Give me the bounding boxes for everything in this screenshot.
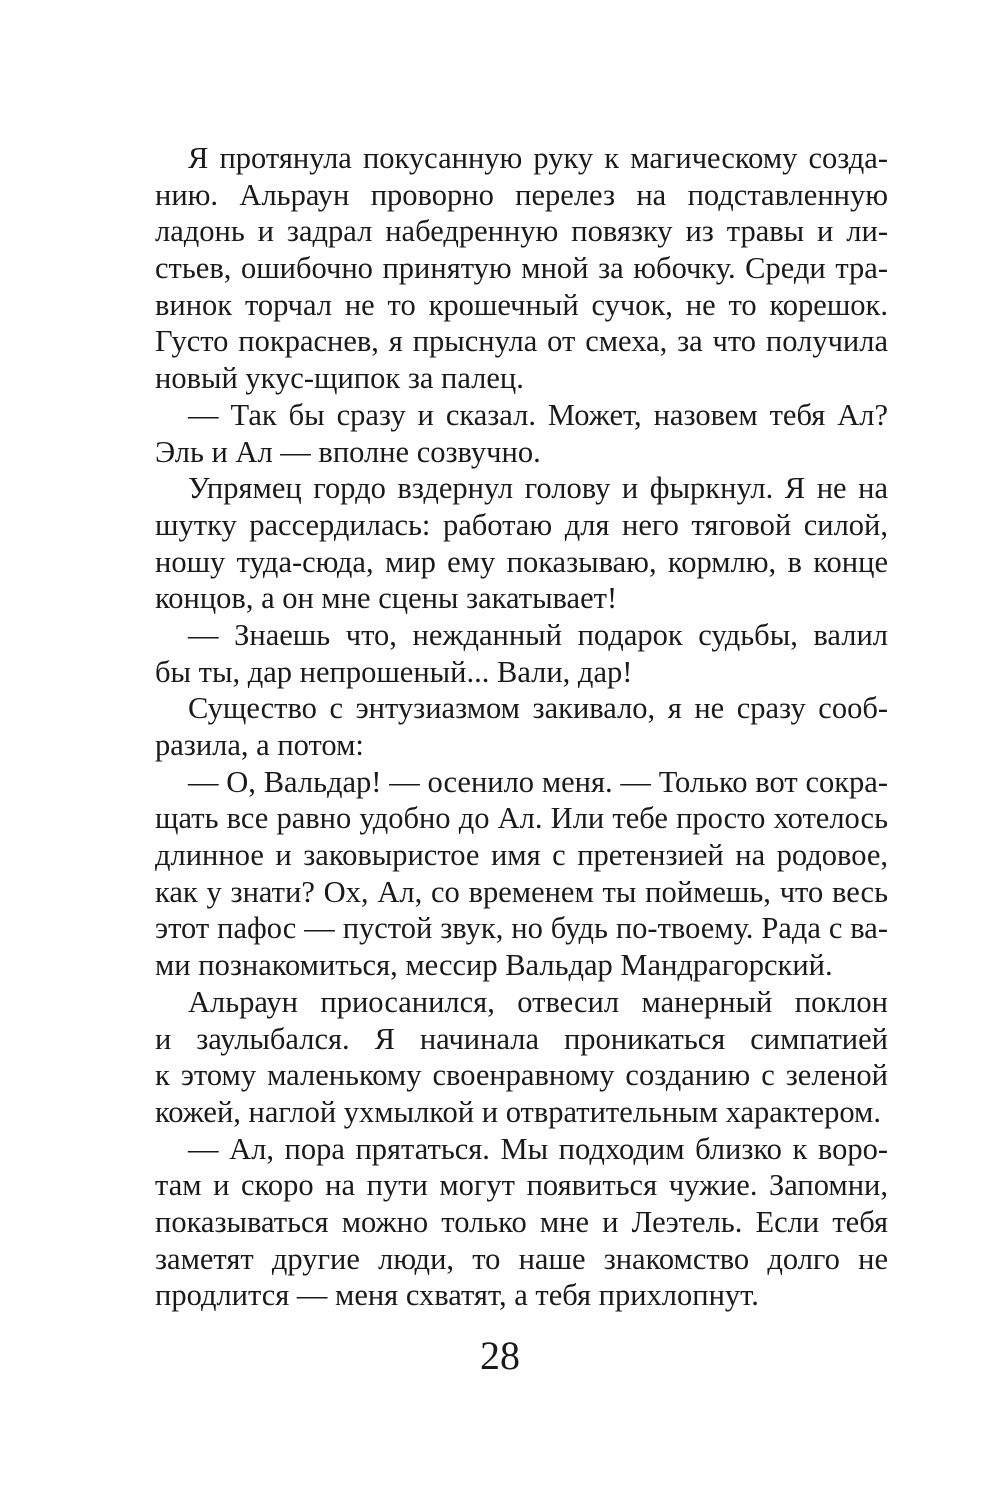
text-line: там и скоро на пути могут появиться чужие. Запомни, [155, 1168, 888, 1203]
text-line: как у знати? Ох, Ал, со временем ты поймешь, что весь [155, 874, 888, 909]
text-line: новый укус-щипок за палец. [155, 361, 524, 396]
text-line: концов, а он мне сцены закатывает! [155, 581, 618, 616]
text-line: винок торчал не то крошечный сучок, не то корешок. [155, 287, 888, 322]
text-line: стьев, ошибочно принятую мной за юбочку. Среди тра- [155, 251, 888, 286]
text-line: продлится — меня схватят, а тебя прихлопнут. [155, 1278, 759, 1313]
text-line: ладонь и задрал набедренную повязку из травы и ли- [155, 214, 888, 249]
text-line: ми познакомиться, мессир Вальдар Мандрагорский. [155, 948, 833, 983]
text-line: показываться можно только мне и Леэтель. Если тебя [155, 1204, 888, 1239]
text-line: Густо покраснев, я прыснула от смеха, за что получила [155, 324, 888, 359]
text-line: кожей, наглой ухмылкой и отвратительным характером. [155, 1094, 881, 1129]
text-line: шутку рассердилась: работаю для него тяговой силой, [155, 507, 888, 542]
text-line: нию. Альраун проворно перелез на подставленную [155, 177, 888, 212]
text-line: заметят другие люди, то наше знакомство долго не [155, 1241, 888, 1276]
text-line: и заулыбался. Я начинала проникаться симпатией [155, 1021, 888, 1056]
text-line: разила, а потом: [155, 728, 364, 762]
text-line: Упрямец гордо вздернул голову и фыркнул. Я не на [188, 471, 888, 506]
text-line: ношу туда-сюда, мир ему показываю, кормлю, в конце [155, 544, 888, 579]
body-text [155, 140, 888, 1314]
text-line: к этому маленькому своенравному созданию с зеленой [155, 1058, 888, 1093]
text-line: щать все равно удобно до Ал. Или тебе просто хотелось [155, 801, 888, 836]
text-line: — Знаешь что, нежданный подарок судьбы, валил [188, 617, 888, 652]
text-line: длинное и заковыристое имя с претензией на родовое, [155, 838, 888, 873]
text-line: Я протянула покусанную руку к магическому созда- [188, 141, 888, 175]
text-line: — Ал, пора прятаться. Мы подходим близко к воро- [188, 1131, 888, 1166]
text-line: этот пафос — пустой звук, но будь по-твоему. Рада с ва- [155, 911, 888, 946]
page-number: 28 [480, 1333, 520, 1378]
text-line: — Так бы сразу и сказал. Может, назовем тебя Ал? [188, 397, 888, 432]
text-line: Эль и Ал — вполне созвучно. [155, 434, 541, 469]
text-line: — О, Вальдар! — осенило меня. — Только вот сокра- [188, 764, 888, 799]
text-line: Альраун приосанился, отвесил манерный поклон [188, 984, 888, 1019]
text-line: Существо с энтузиазмом закивало, я не сразу сооб- [188, 691, 888, 726]
text-line: бы ты, дар непрошеный... Вали, дар! [155, 654, 633, 689]
